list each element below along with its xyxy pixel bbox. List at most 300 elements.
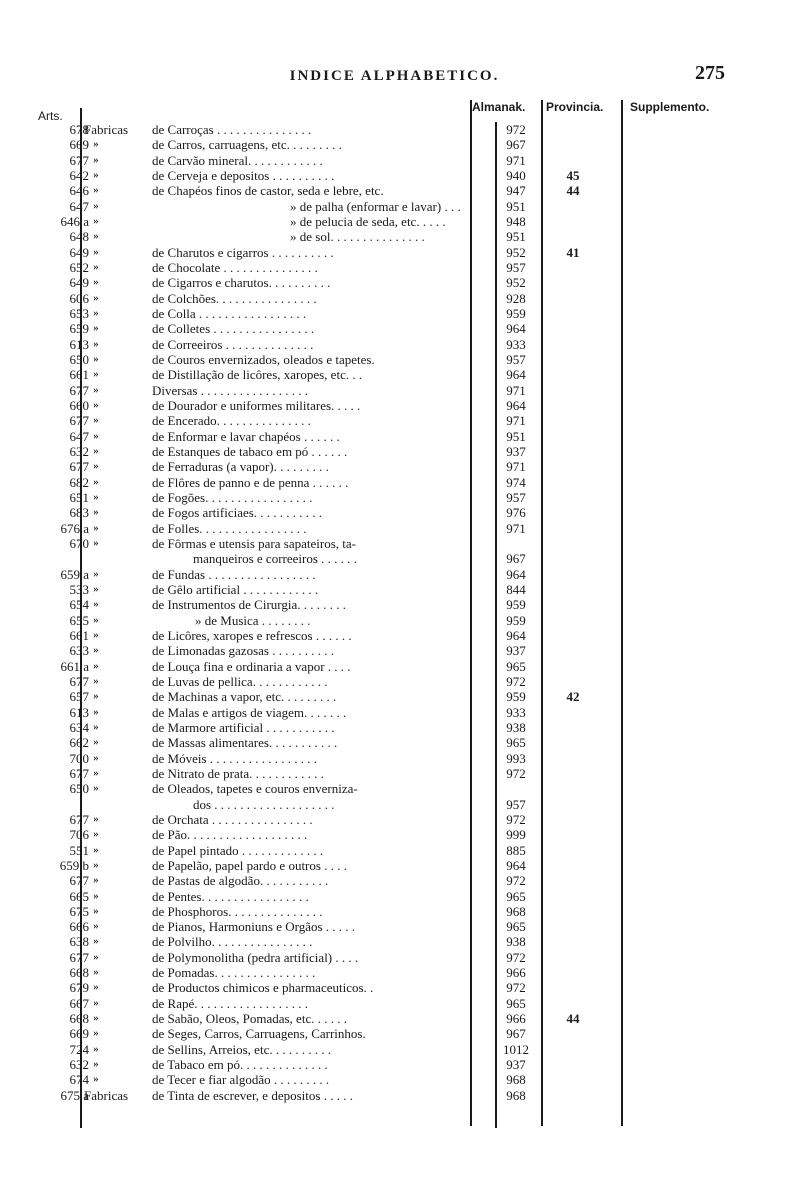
- category-label: »: [93, 705, 99, 718]
- index-row: [0, 720, 789, 735]
- article-number: 668: [69, 1011, 89, 1027]
- category-label: »: [93, 582, 99, 595]
- entry-description: de Nitrato de prata. . . . . . . . . . . .: [152, 765, 324, 781]
- article-number: 647: [69, 198, 89, 214]
- entry-description: de Pentes. . . . . . . . . . . . . . . . .: [152, 888, 309, 904]
- index-row: [0, 275, 789, 290]
- article-number: 665: [69, 888, 89, 904]
- entry-description: » de Musica . . . . . . . .: [195, 612, 311, 628]
- index-row: [0, 490, 789, 505]
- category-label: »: [93, 889, 99, 902]
- entry-description: de Limonadas gazosas . . . . . . . . . .: [152, 643, 334, 659]
- index-row: [0, 751, 789, 766]
- entry-description: de Charutos e cigarros . . . . . . . . . .: [152, 244, 334, 260]
- article-number: 606: [69, 290, 89, 306]
- index-row: [0, 413, 789, 428]
- category-label: »: [93, 291, 99, 304]
- article-number: 650: [69, 781, 89, 797]
- index-row: [0, 628, 789, 643]
- entry-description: de Louça fina e ordinaria a vapor . . . .: [152, 658, 351, 674]
- category-label: »: [93, 214, 99, 227]
- article-number: 551: [69, 842, 89, 858]
- almanak-page: 951: [506, 428, 526, 444]
- almanak-page: 951: [506, 198, 526, 214]
- almanak-page: 959: [506, 612, 526, 628]
- almanak-page: 968: [506, 1087, 526, 1103]
- category-label: »: [93, 766, 99, 779]
- index-row: [0, 153, 789, 168]
- almanak-page: 967: [506, 1026, 526, 1042]
- category-label: »: [93, 414, 99, 427]
- entry-description: de Oleados, tapetes e couros enverniza-: [152, 781, 358, 797]
- entry-description: de Carroças . . . . . . . . . . . . . . .: [152, 122, 312, 137]
- category-label: »: [93, 199, 99, 212]
- entry-description: de Pianos, Harmoniuns e Orgãos . . . . .: [152, 919, 356, 935]
- almanak-page: 965: [506, 919, 526, 935]
- article-number: 634: [69, 719, 89, 735]
- category-label: »: [93, 475, 99, 488]
- entry-description: de Licôres, xaropes e refrescos . . . . . .: [152, 627, 352, 643]
- article-number: 677: [69, 949, 89, 965]
- article-number: 724: [69, 1041, 89, 1057]
- article-number: 677: [69, 413, 89, 429]
- category-label: »: [93, 690, 99, 703]
- article-number: 678: [69, 122, 89, 137]
- almanak-page: 938: [506, 934, 526, 950]
- almanak-page: 968: [506, 903, 526, 919]
- article-number: 677: [69, 152, 89, 168]
- article-number: 652: [69, 259, 89, 275]
- entry-description: de Fogões. . . . . . . . . . . . . . . . .: [152, 489, 313, 505]
- index-row: [0, 337, 789, 352]
- category-label: Fabricas: [84, 122, 129, 137]
- entry-description: de Seges, Carros, Carruagens, Carrinhos.: [152, 1026, 366, 1042]
- article-number: 646: [69, 183, 89, 199]
- index-row: [0, 873, 789, 888]
- entry-description: de Instrumentos de Cirurgia. . . . . . . .: [152, 597, 347, 613]
- almanak-page: 972: [506, 980, 526, 996]
- index-row: [0, 245, 789, 260]
- article-number: 633: [69, 643, 89, 659]
- article-number: 666: [69, 919, 89, 935]
- index-row: [0, 352, 789, 367]
- article-number: 657: [69, 689, 89, 705]
- category-label: »: [93, 628, 99, 641]
- category-label: »: [93, 659, 99, 672]
- article-number: 669: [69, 137, 89, 153]
- entry-description: de Marmore artificial . . . . . . . . . . .: [152, 719, 335, 735]
- entry-description: de Chocolate . . . . . . . . . . . . . . .: [152, 259, 318, 275]
- entry-description: de Chapéos finos de castor, seda e lebre, etc.: [152, 183, 384, 199]
- index-row: [0, 597, 789, 612]
- article-number: 667: [69, 995, 89, 1011]
- almanak-page: 972: [506, 949, 526, 965]
- entry-description: de Phosphoros. . . . . . . . . . . . . . .: [152, 903, 323, 919]
- entry-description: » de pelucia de seda, etc. . . . .: [290, 213, 446, 229]
- entry-description: de Dourador e uniformes militares. . . . .: [152, 397, 361, 413]
- article-number: 646 a: [60, 213, 89, 229]
- category-label: »: [93, 920, 99, 933]
- entry-description: de Estanques de tabaco em pó . . . . . .: [152, 443, 348, 459]
- almanak-page: 964: [506, 857, 526, 873]
- category-label: »: [93, 567, 99, 580]
- entry-description: de Orchata . . . . . . . . . . . . . . . .: [152, 811, 313, 827]
- almanak-page: 965: [506, 658, 526, 674]
- almanak-page: 971: [506, 413, 526, 429]
- almanak-page: 957: [506, 259, 526, 275]
- category-label: »: [93, 168, 99, 181]
- index-row: [0, 904, 789, 919]
- almanak-page: 967: [506, 137, 526, 153]
- entry-description: de Distillação de licôres, xaropes, etc. . .: [152, 367, 363, 383]
- category-label: »: [93, 950, 99, 963]
- entry-description: de Gêlo artificial . . . . . . . . . . . .: [152, 581, 319, 597]
- article-number: 655: [69, 612, 89, 628]
- almanak-page: 959: [506, 597, 526, 613]
- article-number: 677: [69, 673, 89, 689]
- category-label: »: [93, 1058, 99, 1071]
- index-row: [0, 674, 789, 689]
- almanak-page: 938: [506, 719, 526, 735]
- index-row: [0, 827, 789, 842]
- category-label: »: [93, 812, 99, 825]
- almanak-page: 965: [506, 995, 526, 1011]
- index-row: [0, 475, 789, 490]
- almanak-page: 993: [506, 750, 526, 766]
- category-label: »: [93, 306, 99, 319]
- category-label: »: [93, 674, 99, 687]
- almanak-page: 959: [506, 689, 526, 705]
- entry-description: de Sabão, Oleos, Pomadas, etc. . . . . .: [152, 1011, 347, 1027]
- article-number: 662: [69, 735, 89, 751]
- article-number: 677: [69, 459, 89, 475]
- category-label: »: [93, 996, 99, 1009]
- almanak-page: 959: [506, 305, 526, 321]
- index-row: [0, 567, 789, 582]
- entry-description: de Tinta de escrever, e depositos . . . . .: [152, 1087, 353, 1103]
- index-row: [0, 536, 789, 551]
- category-label: »: [93, 460, 99, 473]
- entry-description: de Fundas . . . . . . . . . . . . . . . . .: [152, 566, 316, 582]
- article-number: 669: [69, 1026, 89, 1042]
- article-number: 649: [69, 275, 89, 291]
- almanak-page: 957: [506, 351, 526, 367]
- entry-description: de Sellins, Arreios, etc. . . . . . . . . .: [152, 1041, 332, 1057]
- almanak-page: 972: [506, 122, 526, 137]
- entry-description: de Polymonolitha (pedra artificial) . . . .: [152, 949, 359, 965]
- category-label: »: [93, 1042, 99, 1055]
- provincia-page: 41: [566, 244, 580, 260]
- entry-description: de Colchões. . . . . . . . . . . . . . . .: [152, 290, 317, 306]
- page-title: INDICE ALPHABETICO.: [289, 68, 500, 84]
- category-label: »: [93, 935, 99, 948]
- article-number: 647: [69, 428, 89, 444]
- index-row: [0, 260, 789, 275]
- page-number: 275: [695, 62, 725, 84]
- index-row: [0, 521, 789, 536]
- almanak-page: 951: [506, 229, 526, 245]
- article-number: 642: [69, 167, 89, 183]
- column-header-provincia: Provincia.: [546, 100, 604, 114]
- category-label: »: [93, 1073, 99, 1086]
- category-label: »: [93, 782, 99, 795]
- index-row: [0, 582, 789, 597]
- entry-description: de Productos chimicos e pharmaceuticos. .: [152, 980, 374, 996]
- category-label: »: [93, 843, 99, 856]
- entry-description: de Flôres de panno e de penna . . . . . .: [152, 474, 349, 490]
- almanak-page: 968: [506, 1072, 526, 1088]
- almanak-page: 937: [506, 1057, 526, 1073]
- article-number: 648: [69, 229, 89, 245]
- entry-description: de Folles. . . . . . . . . . . . . . . . .: [152, 520, 307, 536]
- entry-description: de Tecer e fiar algodão . . . . . . . . .: [152, 1072, 330, 1088]
- entry-description: de Ferraduras (a vapor). . . . . . . . .: [152, 459, 329, 475]
- index-row: [0, 1072, 789, 1087]
- entry-description: de Papelão, papel pardo e outros . . . .: [152, 857, 347, 873]
- index-row: [0, 812, 789, 827]
- entry-description: de Correeiros . . . . . . . . . . . . . .: [152, 336, 314, 352]
- category-label: »: [93, 230, 99, 243]
- entry-description: de Pastas de algodão. . . . . . . . . . .: [152, 873, 329, 889]
- category-label: »: [93, 506, 99, 519]
- entry-description: de Colla . . . . . . . . . . . . . . . . .: [152, 305, 307, 321]
- article-number: 674: [69, 1072, 89, 1088]
- index-row: [0, 889, 789, 904]
- almanak-page: 972: [506, 765, 526, 781]
- almanak-page: 948: [506, 213, 526, 229]
- article-number: 676 a: [60, 520, 89, 536]
- entry-description: de Móveis . . . . . . . . . . . . . . . . .: [152, 750, 318, 766]
- almanak-page: 937: [506, 443, 526, 459]
- category-label: »: [93, 429, 99, 442]
- index-row: [0, 919, 789, 934]
- provincia-page: 42: [566, 689, 580, 705]
- almanak-page: 952: [506, 275, 526, 291]
- entry-description: » de sol. . . . . . . . . . . . . . .: [290, 229, 425, 245]
- category-label: »: [93, 184, 99, 197]
- index-row: [0, 1057, 789, 1072]
- index-row: [0, 950, 789, 965]
- provincia-page: 44: [566, 183, 580, 199]
- index-row: [0, 934, 789, 949]
- index-row: [0, 659, 789, 674]
- category-label: »: [93, 352, 99, 365]
- article-number: 632: [69, 443, 89, 459]
- almanak-page: 971: [506, 520, 526, 536]
- almanak-page: 965: [506, 888, 526, 904]
- entry-description: de Pomadas. . . . . . . . . . . . . . . .: [152, 965, 316, 981]
- category-label: »: [93, 337, 99, 350]
- article-number: 677: [69, 765, 89, 781]
- almanak-page: 999: [506, 827, 526, 843]
- article-number: 675 a: [60, 1087, 89, 1103]
- index-row: [0, 122, 789, 137]
- category-label: »: [93, 245, 99, 258]
- almanak-page: 965: [506, 735, 526, 751]
- entry-description: de Carvão mineral. . . . . . . . . . . .: [152, 152, 323, 168]
- category-label: »: [93, 1012, 99, 1025]
- entry-description: de Malas e artigos de viagem. . . . . . .: [152, 704, 347, 720]
- entry-description: de Luvas de pellica. . . . . . . . . . . .: [152, 673, 328, 689]
- article-number: 670: [69, 535, 89, 551]
- article-number: 654: [69, 597, 89, 613]
- index-row: [0, 797, 789, 812]
- category-label: »: [93, 828, 99, 841]
- entry-description: de Pão. . . . . . . . . . . . . . . . . . .: [152, 827, 308, 843]
- provincia-page: 44: [566, 1011, 580, 1027]
- entry-description: de Colletes . . . . . . . . . . . . . . . .: [152, 321, 315, 337]
- index-row: [0, 229, 789, 244]
- category-label: »: [93, 490, 99, 503]
- article-number: 660: [69, 397, 89, 413]
- article-number: 613: [69, 336, 89, 352]
- category-label: »: [93, 1027, 99, 1040]
- entry-description: dos . . . . . . . . . . . . . . . . . . .: [193, 796, 335, 812]
- index-row: [0, 505, 789, 520]
- index-row: [0, 306, 789, 321]
- entry-description: de Cerveja e depositos . . . . . . . . . .: [152, 167, 335, 183]
- category-label: »: [93, 521, 99, 534]
- article-number: 683: [69, 505, 89, 521]
- index-row: [0, 429, 789, 444]
- index-row: [0, 965, 789, 980]
- entry-description: de Papel pintado . . . . . . . . . . . . .: [152, 842, 324, 858]
- index-row: [0, 980, 789, 995]
- entry-description: de Fogos artificiaes. . . . . . . . . . .: [152, 505, 323, 521]
- index-row: [0, 1011, 789, 1026]
- entry-description: de Tabaco em pó. . . . . . . . . . . . . .: [152, 1057, 328, 1073]
- category-label: »: [93, 736, 99, 749]
- category-label: »: [93, 368, 99, 381]
- index-row: [0, 321, 789, 336]
- entry-description: de Couros envernizados, oleados e tapetes.: [152, 351, 375, 367]
- entry-description: manqueiros e correeiros . . . . . .: [193, 551, 357, 567]
- almanak-page: 971: [506, 459, 526, 475]
- article-number: 677: [69, 811, 89, 827]
- index-row: [0, 459, 789, 474]
- almanak-page: 966: [506, 965, 526, 981]
- category-label: Fabricas: [84, 1087, 129, 1103]
- category-label: »: [93, 536, 99, 549]
- entry-description: de Enformar e lavar chapéos . . . . . .: [152, 428, 340, 444]
- category-label: »: [93, 444, 99, 457]
- index-row: [0, 843, 789, 858]
- index-row: [0, 781, 789, 796]
- article-number: 700: [69, 750, 89, 766]
- almanak-page: 957: [506, 796, 526, 812]
- index-row: [0, 689, 789, 704]
- article-number: 651: [69, 489, 89, 505]
- category-label: »: [93, 260, 99, 273]
- almanak-page: 928: [506, 290, 526, 306]
- column-header-almanak: Almanak.: [472, 100, 526, 114]
- category-label: »: [93, 981, 99, 994]
- category-label: »: [93, 398, 99, 411]
- category-label: »: [93, 383, 99, 396]
- almanak-page: 952: [506, 244, 526, 260]
- index-row: [0, 705, 789, 720]
- index-row: [0, 996, 789, 1011]
- index-row: [0, 613, 789, 628]
- category-label: »: [93, 858, 99, 871]
- category-label: »: [93, 644, 99, 657]
- entry-description: de Massas alimentares. . . . . . . . . . .: [152, 735, 338, 751]
- article-number: 533: [69, 581, 89, 597]
- article-number: 677: [69, 382, 89, 398]
- category-label: »: [93, 153, 99, 166]
- almanak-page: 947: [506, 183, 526, 199]
- category-label: »: [93, 874, 99, 887]
- article-number: 653: [69, 305, 89, 321]
- article-number: 613: [69, 704, 89, 720]
- article-number: 632: [69, 1057, 89, 1073]
- column-header-arts: Arts.: [38, 109, 63, 123]
- category-label: »: [93, 904, 99, 917]
- almanak-page: 933: [506, 336, 526, 352]
- category-label: »: [93, 276, 99, 289]
- index-row: [0, 1026, 789, 1041]
- category-label: »: [93, 720, 99, 733]
- article-number: 675: [69, 903, 89, 919]
- almanak-page: 933: [506, 704, 526, 720]
- almanak-page: 937: [506, 643, 526, 659]
- article-number: 668: [69, 965, 89, 981]
- index-row: [0, 444, 789, 459]
- category-label: »: [93, 613, 99, 626]
- index-row: [0, 1042, 789, 1057]
- index-row: [0, 735, 789, 750]
- article-number: 659 a: [60, 566, 89, 582]
- index-row: [0, 291, 789, 306]
- entry-description: de Polvilho. . . . . . . . . . . . . . . .: [152, 934, 313, 950]
- entry-description: de Carros, carruagens, etc. . . . . . . . .: [152, 137, 342, 153]
- article-number: 661: [69, 627, 89, 643]
- category-label: »: [93, 138, 99, 151]
- entry-description: de Machinas a vapor, etc. . . . . . . . .: [152, 689, 337, 705]
- index-row: [0, 1088, 789, 1103]
- entry-description: de Encerado. . . . . . . . . . . . . . .: [152, 413, 311, 429]
- entry-description: Diversas . . . . . . . . . . . . . . . . .: [152, 382, 308, 398]
- almanak-page: 957: [506, 489, 526, 505]
- article-number: 638: [69, 934, 89, 950]
- category-label: »: [93, 322, 99, 335]
- article-number: 659: [69, 321, 89, 337]
- almanak-page: 885: [506, 842, 526, 858]
- almanak-page: 972: [506, 673, 526, 689]
- almanak-page: 844: [506, 581, 526, 597]
- almanak-page: 974: [506, 474, 526, 490]
- almanak-page: 976: [506, 505, 526, 521]
- almanak-page: 972: [506, 873, 526, 889]
- almanak-page: 972: [506, 811, 526, 827]
- index-row: [0, 199, 789, 214]
- almanak-page: 966: [506, 1011, 526, 1027]
- index-row: [0, 643, 789, 658]
- article-number: 706: [69, 827, 89, 843]
- article-number: 682: [69, 474, 89, 490]
- article-number: 679: [69, 980, 89, 996]
- article-number: 650: [69, 351, 89, 367]
- almanak-page: 964: [506, 627, 526, 643]
- column-header-supplemento: Supplemento.: [630, 100, 710, 114]
- index-row: [0, 367, 789, 382]
- category-label: »: [93, 751, 99, 764]
- index-row: [0, 766, 789, 781]
- entry-description: » de palha (enformar e lavar) . . .: [290, 198, 461, 214]
- almanak-page: 967: [506, 551, 526, 567]
- entry-description: de Cigarros e charutos. . . . . . . . . .: [152, 275, 331, 291]
- almanak-page: 940: [506, 167, 526, 183]
